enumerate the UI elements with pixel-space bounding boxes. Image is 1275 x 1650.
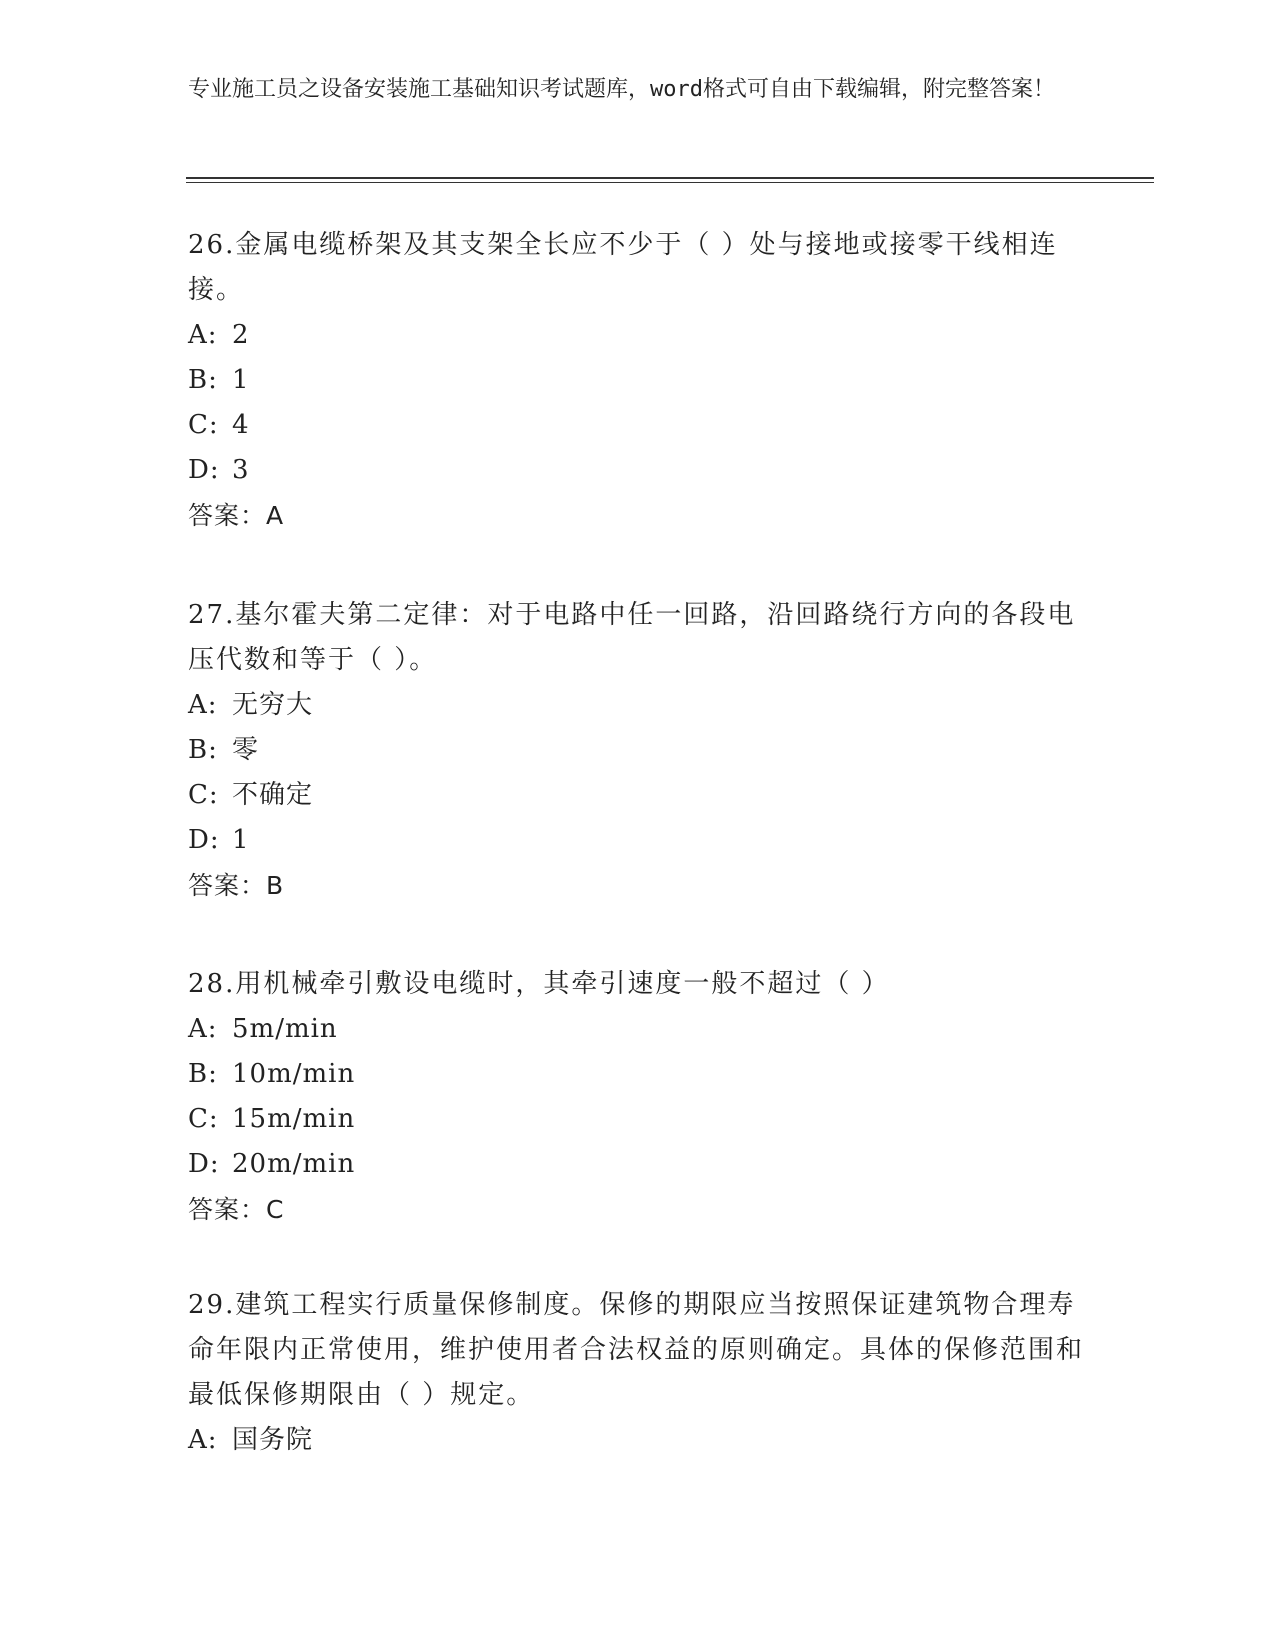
- header-divider: [186, 177, 1154, 183]
- option-value: 5m/min: [232, 1014, 338, 1044]
- option-value: 4: [232, 410, 250, 440]
- option-a: [188, 313, 1088, 358]
- option-letter: A:: [188, 1425, 218, 1455]
- option-c: [188, 773, 1088, 818]
- option-letter: D:: [188, 455, 220, 485]
- answer: 答案：B: [188, 871, 285, 900]
- option-value: 2: [232, 320, 250, 350]
- answer: 答案：C: [188, 1195, 285, 1224]
- question-text: 28.用机械牵引敷设电缆时，其牵引速度一般不超过（ ）: [188, 969, 890, 999]
- option-letter: A:: [188, 690, 218, 720]
- option-letter: C:: [188, 780, 219, 810]
- option-value: 15m/min: [232, 1104, 356, 1134]
- question-28: [188, 962, 1088, 1232]
- option-letter: B:: [188, 1059, 218, 1089]
- option-b: [188, 728, 1088, 773]
- option-d: [188, 448, 1088, 493]
- option-d: [188, 818, 1088, 863]
- option-value: 20m/min: [232, 1149, 356, 1179]
- option-value: 无穷大: [232, 690, 314, 720]
- option-a: [188, 1007, 1088, 1052]
- option-value: 不确定: [232, 780, 314, 810]
- option-a: [188, 683, 1088, 728]
- option-value: 10m/min: [232, 1059, 356, 1089]
- option-b: [188, 358, 1088, 403]
- option-c: [188, 1097, 1088, 1142]
- page-header: 专业施工员之设备安装施工基础知识考试题库，word格式可自由下载编辑，附完整答案！: [188, 77, 1055, 102]
- option-letter: C:: [188, 410, 219, 440]
- question-27: [188, 593, 1088, 908]
- option-value: 3: [232, 455, 250, 485]
- question-text: 27.基尔霍夫第二定律：对于电路中任一回路，沿回路绕行方向的各段电压代数和等于（ ）。: [188, 600, 1076, 675]
- option-letter: A:: [188, 320, 218, 350]
- option-value: 零: [232, 735, 260, 765]
- option-letter: B:: [188, 365, 218, 395]
- option-letter: D:: [188, 1149, 220, 1179]
- question-text: 29.建筑工程实行质量保修制度。保修的期限应当按照保证建筑物合理寿命年限内正常使用，维护使用者合法权益的原则确定。具体的保修范围和最低保修期限由（ ）规定。: [188, 1290, 1085, 1410]
- option-c: [188, 403, 1088, 448]
- answer: 答案：A: [188, 501, 285, 530]
- option-b: [188, 1052, 1088, 1097]
- option-value: 1: [232, 825, 250, 855]
- option-value: 1: [232, 365, 250, 395]
- option-letter: A:: [188, 1014, 218, 1044]
- option-letter: C:: [188, 1104, 219, 1134]
- option-value: 国务院: [232, 1425, 314, 1455]
- option-letter: B:: [188, 735, 218, 765]
- question-text: 26.金属电缆桥架及其支架全长应不少于（ ）处与接地或接零干线相连接。: [188, 230, 1058, 305]
- option-d: [188, 1142, 1088, 1187]
- question-26: [188, 223, 1088, 538]
- option-letter: D:: [188, 825, 220, 855]
- option-a: [188, 1418, 1088, 1463]
- question-29: [188, 1283, 1088, 1463]
